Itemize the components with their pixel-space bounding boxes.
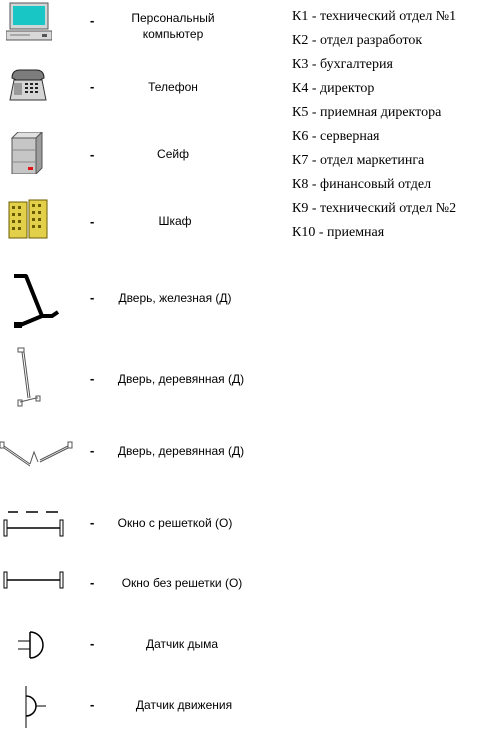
cabinet-icon xyxy=(8,198,48,240)
symbol-label-iron-door: Дверь, железная (Д) xyxy=(118,291,232,305)
room-legend-item: К3 - бухгалтерия xyxy=(292,57,393,72)
room-legend-item: К1 - технический отдел №1 xyxy=(292,9,457,24)
room-legend-item: К6 - серверная xyxy=(292,129,380,144)
phone-icon xyxy=(8,68,48,102)
symbol-row-iron-door xyxy=(0,268,275,330)
symbol-label-safe: Сейф xyxy=(157,147,189,161)
computer-icon xyxy=(6,2,52,42)
symbol-dash: - xyxy=(90,697,95,712)
symbol-row-smoke-detector xyxy=(0,624,275,664)
iron-door-icon xyxy=(8,272,64,330)
symbol-row-wooden-door xyxy=(0,344,275,410)
room-legend xyxy=(292,5,482,245)
symbol-dash: - xyxy=(90,371,95,386)
symbol-label-phone: Телефон xyxy=(148,80,198,94)
symbol-dash: - xyxy=(90,443,95,458)
symbol-row-motion-detector xyxy=(0,684,275,729)
symbol-dash: - xyxy=(90,214,95,229)
symbol-label-barred-window: Окно с решеткой (О) xyxy=(117,516,233,530)
barred-window-icon xyxy=(2,508,68,540)
symbol-label-window: Окно без решетки (О) xyxy=(121,576,243,590)
symbol-dash: - xyxy=(90,515,95,530)
symbol-label-smoke-detector: Датчик дыма xyxy=(145,637,219,651)
symbol-label-wooden-door: Дверь, деревянная (Д) xyxy=(117,372,245,386)
symbol-row-window xyxy=(0,564,275,600)
window-icon xyxy=(2,568,68,592)
safe-icon xyxy=(10,132,44,174)
symbol-dash: - xyxy=(90,147,95,162)
room-legend-item: К7 - отдел маркетинга xyxy=(292,153,425,168)
symbol-row-barred-window xyxy=(0,504,275,544)
room-legend-item: К8 - финансовый отдел xyxy=(292,177,432,192)
symbol-dash: - xyxy=(90,290,95,305)
wooden-door-icon xyxy=(16,346,42,408)
symbol-label-computer: Персональный компьютер xyxy=(131,11,215,41)
symbol-dash: - xyxy=(90,636,95,651)
double-wooden-door-icon xyxy=(0,440,74,470)
room-legend-item: К9 - технический отдел №2 xyxy=(292,201,457,216)
room-legend-item: К4 - директор xyxy=(292,81,375,96)
symbol-label-motion-detector: Датчик движения xyxy=(135,698,233,712)
symbol-row-double-wooden-door xyxy=(0,432,275,472)
symbol-row-cabinet xyxy=(0,196,275,246)
symbol-label-double-wooden-door: Дверь, деревянная (Д) xyxy=(117,444,245,458)
symbol-dash: - xyxy=(90,79,95,94)
motion-detector-icon xyxy=(18,686,50,728)
room-legend-item: К5 - приемная директора xyxy=(292,105,442,120)
symbol-dash: - xyxy=(90,13,95,28)
room-legend-item: К10 - приемная xyxy=(292,225,385,240)
symbol-dash: - xyxy=(90,575,95,590)
room-legend-item: К2 - отдел разработок xyxy=(292,33,423,48)
smoke-detector-icon xyxy=(16,628,50,662)
symbol-row-computer xyxy=(0,0,275,50)
symbol-row-safe xyxy=(0,128,275,178)
symbol-label-cabinet: Шкаф xyxy=(158,214,192,228)
symbol-row-phone xyxy=(0,62,275,112)
